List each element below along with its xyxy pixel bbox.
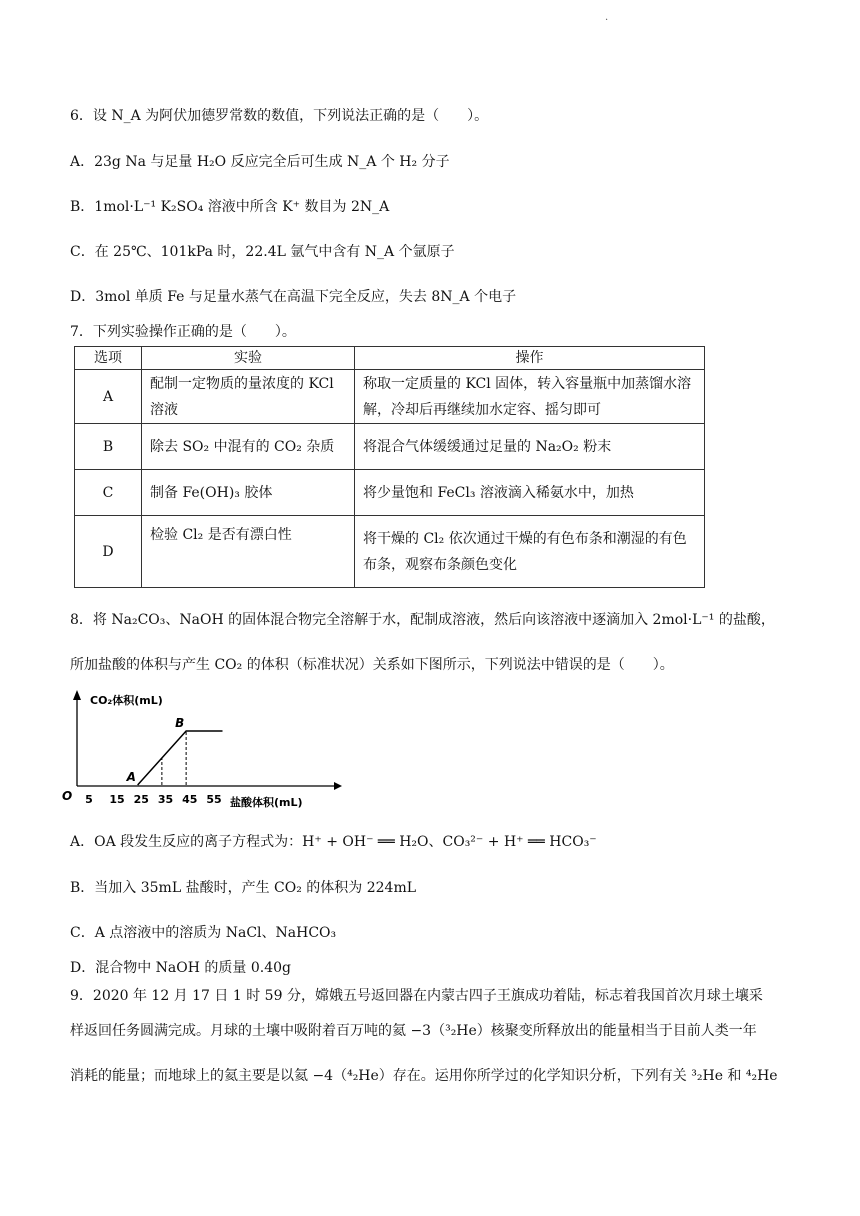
co2-volume-graph [62, 688, 342, 816]
experiment-cell: 配制一定物质的量浓度的 KCl 溶液 [142, 370, 355, 424]
q8-option-a: A．OA 段发生反应的离子方程式为：H⁺ + OH⁻ ══ H₂O、CO₃²⁻ + H⁺ ══ HCO₃⁻ [70, 834, 597, 850]
q9-line1: 9．2020 年 12 月 17 日 1 时 59 分，嫦娥五号返回器在内蒙古四子王旗成功着陆，标志着我国首次月球土壤采 [70, 988, 763, 1004]
table-row [75, 470, 705, 516]
x-tick-label: 5 [85, 793, 93, 806]
x-tick-label: 45 [182, 793, 198, 806]
x-tick-labels [85, 793, 222, 806]
x-tick-label: 25 [133, 793, 149, 806]
co2-curve [138, 731, 223, 785]
q8-option-d: D．混合物中 NaOH 的质量 0.40g [70, 960, 291, 976]
operation-cell: 将少量饱和 FeCl₃ 溶液滴入稀氨水中，加热 [355, 470, 705, 516]
y-axis-arrow [73, 690, 81, 700]
q9-line3: 消耗的能量；而地球上的氦主要是以氦 −4（⁴₂He）存在。运用你所学过的化学知识分析，下列有关 ³₂He 和 ⁴₂He [70, 1068, 778, 1084]
table-header-row [75, 347, 705, 370]
q6-option-d: D．3mol 单质 Fe 与足量水蒸气在高温下完全反应，失去 8N_A 个电子 [70, 289, 517, 305]
point-label: B [175, 716, 185, 730]
x-tick-label: 15 [109, 793, 125, 806]
operation-cell: 将干燥的 Cl₂ 依次通过干燥的有色布条和潮湿的有色布条，观察布条颜色变化 [355, 516, 705, 588]
experiment-cell: 除去 SO₂ 中混有的 CO₂ 杂质 [142, 424, 355, 470]
operation-cell: 称取一定质量的 KCl 固体，转入容量瓶中加蒸馏水溶解，冷却后再继续加水定容、摇匀即可 [355, 370, 705, 424]
origin-label: O [62, 789, 73, 803]
table-row [75, 516, 705, 588]
x-tick-label: 35 [157, 793, 174, 806]
table-header: 实验 [142, 347, 355, 370]
operation-cell: 将混合气体缓缓通过足量的 Na₂O₂ 粉末 [355, 424, 705, 470]
point-labels [126, 716, 185, 784]
table-row [75, 370, 705, 424]
dashed-guides [162, 731, 186, 785]
q8-option-c: C．A 点溶液中的溶质为 NaCl、NaHCO₃ [70, 925, 337, 941]
q6-stem: 6．设 N_A 为阿伏加德罗常数的数值，下列说法正确的是（ ）。 [70, 108, 489, 124]
q7-stem: 7．下列实验操作正确的是（ ）。 [70, 324, 296, 340]
q8-stem-line2: 所加盐酸的体积与产生 CO₂ 的体积（标准状况）关系如下图所示，下列说法中错误的是（ ）。 [70, 657, 674, 673]
table-row [75, 424, 705, 470]
table-header: 选项 [75, 347, 142, 370]
x-tick-label: 55 [206, 793, 222, 806]
q8-stem-line1: 8．将 Na₂CO₃、NaOH 的固体混合物完全溶解于水，配制成溶液，然后向该溶液中逐滴加入 2mol·L⁻¹ 的盐酸， [70, 612, 775, 628]
q7-table [74, 346, 705, 588]
q8-option-b: B．当加入 35mL 盐酸时，产生 CO₂ 的体积为 224mL [70, 880, 417, 896]
option-cell: D [75, 516, 142, 588]
q6-option-b: B．1mol·L⁻¹ K₂SO₄ 溶液中所含 K⁺ 数目为 2N_A [70, 199, 390, 215]
point-label: A [126, 770, 136, 784]
x-axis-label: 盐酸体积(mL) [230, 796, 303, 809]
option-cell: C [75, 470, 142, 516]
corner-mark: . [605, 12, 609, 23]
option-cell: B [75, 424, 142, 470]
experiment-cell: 检验 Cl₂ 是否有漂白性 [142, 516, 355, 588]
option-cell: A [75, 370, 142, 424]
q6-option-c: C．在 25℃、101kPa 时，22.4L 氩气中含有 N_A 个氩原子 [70, 244, 455, 260]
experiment-cell: 制备 Fe(OH)₃ 胶体 [142, 470, 355, 516]
table-header: 操作 [355, 347, 705, 370]
x-axis-arrow [334, 782, 342, 790]
y-axis-label: CO₂体积(mL) [90, 694, 163, 707]
q6-option-a: A．23g Na 与足量 H₂O 反应完全后可生成 N_A 个 H₂ 分子 [70, 154, 450, 170]
q9-line2: 样返回任务圆满完成。月球的土壤中吸附着百万吨的氦 −3（³₂He）核聚变所释放出的能量相当于目前人类一年 [70, 1023, 757, 1039]
